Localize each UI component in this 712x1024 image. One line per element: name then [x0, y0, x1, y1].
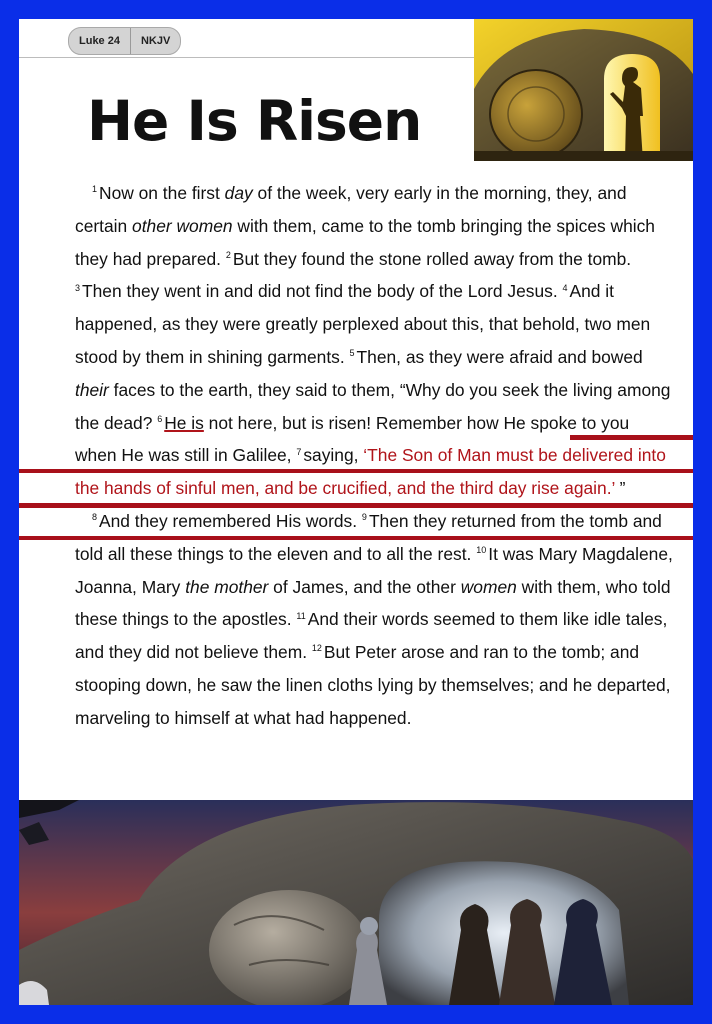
passage-segment: Now on the first [99, 183, 225, 203]
verse-number: 4 [562, 282, 568, 293]
passage-segment: And they remembered His words. [99, 510, 362, 531]
passage-segment: Then they went in and did not find the body of the Lord Jesus. [82, 281, 563, 302]
header-rule [19, 57, 474, 58]
italic-text: day [224, 183, 253, 203]
passage-segment: And it happened, as they were greatly perplexed about this, that behold, two men stood by them in shining garments. [75, 281, 651, 367]
version-label: NKJV [140, 35, 171, 47]
book-chapter-label: Luke 24 [79, 35, 120, 47]
verse-number: 9 [361, 512, 367, 523]
passage-segment: It was Mary Magdalene, Joanna, Mary [75, 543, 673, 597]
italic-text: women [460, 576, 517, 597]
chapter-pill[interactable] [68, 27, 181, 55]
scripture-passage [75, 177, 675, 735]
verse-number: 8 [92, 512, 98, 523]
page-title: He Is Risen [87, 89, 422, 153]
passage-segment: But they found the stone rolled away from the tomb. [232, 248, 632, 269]
passage-segment: saying, [303, 445, 364, 466]
passage-segment: ” [614, 478, 626, 499]
passage-segment: with them, came to the tomb bringing the spices which they had prepared. [75, 215, 655, 269]
passage-segment: Then, as they were afraid and bowed [356, 346, 643, 367]
italic-text: the mother [185, 576, 269, 597]
verse-number: 5 [349, 348, 355, 359]
verse-number: 12 [311, 643, 322, 654]
words-of-christ: ‘The Son of Man must be delivered into the hands of sinful men, and be crucified, and the third day rise again.’ [75, 445, 666, 499]
verse-number: 7 [296, 446, 302, 457]
highlight-bar-3 [19, 503, 693, 508]
empty-tomb-scene-image [19, 800, 693, 1005]
verse-number: 11 [296, 610, 306, 621]
passage-segment: with them, who told these things to the apostles. [75, 576, 671, 630]
passage-segment: of the week, very early in the morning, they, and certain [75, 183, 627, 236]
verse-number: 2 [225, 249, 231, 260]
highlight-bar-4 [19, 536, 693, 540]
verse-number: 6 [157, 413, 163, 424]
verse-number: 1 [92, 184, 98, 195]
highlight-bar-2 [19, 469, 693, 473]
passage-segment: not here, but is risen! Remember how He spoke to you when He was still in Galilee, [75, 412, 630, 466]
bible-page [19, 19, 693, 1005]
italic-text: other women [132, 215, 233, 236]
passage-segment: of James, and the other [268, 576, 461, 597]
passage-segment: faces to the earth, they said to them, “Why do you seek the living among the dead? [75, 379, 671, 433]
underlined-text: He is [164, 412, 204, 433]
italic-text: their [75, 379, 109, 400]
verse-number: 10 [476, 544, 487, 555]
passage-segment: Then they returned from the tomb and told all these things to the eleven and to all the rest. [75, 510, 662, 564]
empty-tomb-illustration [474, 19, 693, 161]
verse-number: 3 [75, 282, 81, 293]
passage-text [75, 177, 675, 735]
passage-segment: But Peter arose and ran to the tomb; and stooping down, he saw the linen cloths lying by themselves; and he departed, marveling to himself at what had happened. [75, 642, 671, 728]
passage-segment: And their words seemed to them like idle tales, and they did not believe them. [75, 609, 668, 663]
highlight-bar-1 [570, 435, 693, 440]
